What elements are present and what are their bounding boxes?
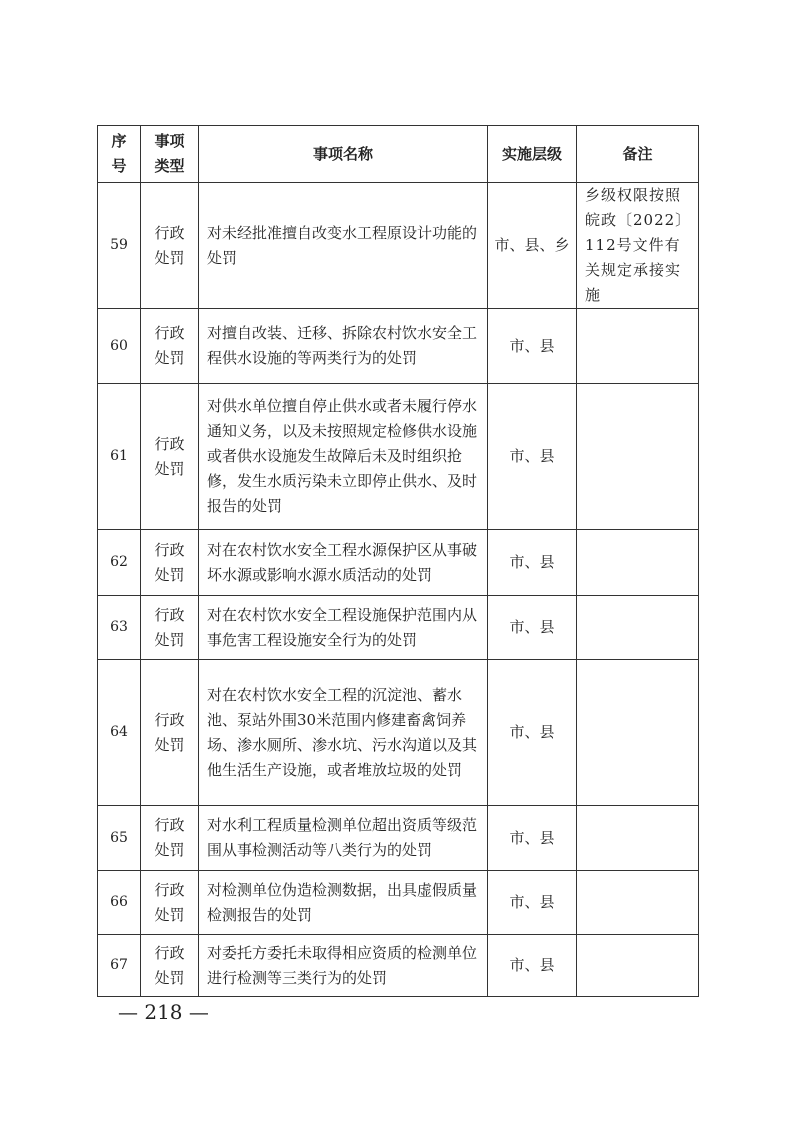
row-number: 64 xyxy=(98,660,141,806)
table-row xyxy=(98,806,699,871)
row-note xyxy=(577,935,699,997)
row-level: 市、县 xyxy=(488,806,577,871)
row-number: 65 xyxy=(98,806,141,871)
items-table xyxy=(97,125,699,997)
table-row xyxy=(98,309,699,384)
row-name: 对未经批准擅自改变水工程原设计功能的处罚 xyxy=(199,183,488,309)
row-level: 市、县 xyxy=(488,384,577,530)
row-type: 行政 处罚 xyxy=(141,806,199,871)
row-name: 对擅自改装、迁移、拆除农村饮水安全工程供水设施的等两类行为的处罚 xyxy=(199,309,488,384)
row-level: 市、县、乡 xyxy=(488,183,577,309)
row-number: 60 xyxy=(98,309,141,384)
row-number: 61 xyxy=(98,384,141,530)
row-name: 对检测单位伪造检测数据，出具虚假质量检测报告的处罚 xyxy=(199,871,488,935)
row-note xyxy=(577,871,699,935)
table-header-row xyxy=(98,126,699,183)
row-type: 行政 处罚 xyxy=(141,871,199,935)
row-note: 乡级权限按照皖政〔2022〕112号文件有关规定承接实施 xyxy=(577,183,699,309)
row-note xyxy=(577,530,699,596)
row-number: 59 xyxy=(98,183,141,309)
row-level: 市、县 xyxy=(488,596,577,660)
row-level: 市、县 xyxy=(488,660,577,806)
table-row xyxy=(98,183,699,309)
table-row xyxy=(98,384,699,530)
page-number: — 218 — xyxy=(118,1000,209,1024)
row-type: 行政 处罚 xyxy=(141,530,199,596)
row-name: 对在农村饮水安全工程水源保护区从事破坏水源或影响水源水质活动的处罚 xyxy=(199,530,488,596)
row-level: 市、县 xyxy=(488,309,577,384)
row-note xyxy=(577,596,699,660)
row-type: 行政 处罚 xyxy=(141,183,199,309)
header-name: 事项名称 xyxy=(199,126,488,183)
row-note xyxy=(577,806,699,871)
row-number: 67 xyxy=(98,935,141,997)
table-row xyxy=(98,530,699,596)
row-note xyxy=(577,309,699,384)
header-no: 序 号 xyxy=(98,126,141,183)
row-note xyxy=(577,384,699,530)
row-name: 对在农村饮水安全工程的沉淀池、蓄水池、泵站外围30米范围内修建畜禽饲养场、渗水厕所、渗水坑、污水沟道以及其他生活生产设施，或者堆放垃圾的处罚 xyxy=(199,660,488,806)
row-name: 对供水单位擅自停止供水或者未履行停水通知义务，以及未按照规定检修供水设施或者供水设施发生故障后未及时组织抢修，发生水质污染未立即停止供水、及时报告的处罚 xyxy=(199,384,488,530)
header-level: 实施层级 xyxy=(488,126,577,183)
header-type: 事项 类型 xyxy=(141,126,199,183)
row-type: 行政 处罚 xyxy=(141,309,199,384)
row-number: 62 xyxy=(98,530,141,596)
table-row xyxy=(98,935,699,997)
row-type: 行政 处罚 xyxy=(141,935,199,997)
table-row xyxy=(98,596,699,660)
row-name: 对在农村饮水安全工程设施保护范围内从事危害工程设施安全行为的处罚 xyxy=(199,596,488,660)
row-level: 市、县 xyxy=(488,871,577,935)
row-level: 市、县 xyxy=(488,935,577,997)
table-row xyxy=(98,660,699,806)
row-number: 63 xyxy=(98,596,141,660)
header-note: 备注 xyxy=(577,126,699,183)
row-number: 66 xyxy=(98,871,141,935)
row-name: 对委托方委托未取得相应资质的检测单位进行检测等三类行为的处罚 xyxy=(199,935,488,997)
row-type: 行政 处罚 xyxy=(141,660,199,806)
row-level: 市、县 xyxy=(488,530,577,596)
row-name: 对水利工程质量检测单位超出资质等级范围从事检测活动等八类行为的处罚 xyxy=(199,806,488,871)
table-row xyxy=(98,871,699,935)
row-type: 行政 处罚 xyxy=(141,384,199,530)
row-note xyxy=(577,660,699,806)
row-type: 行政 处罚 xyxy=(141,596,199,660)
